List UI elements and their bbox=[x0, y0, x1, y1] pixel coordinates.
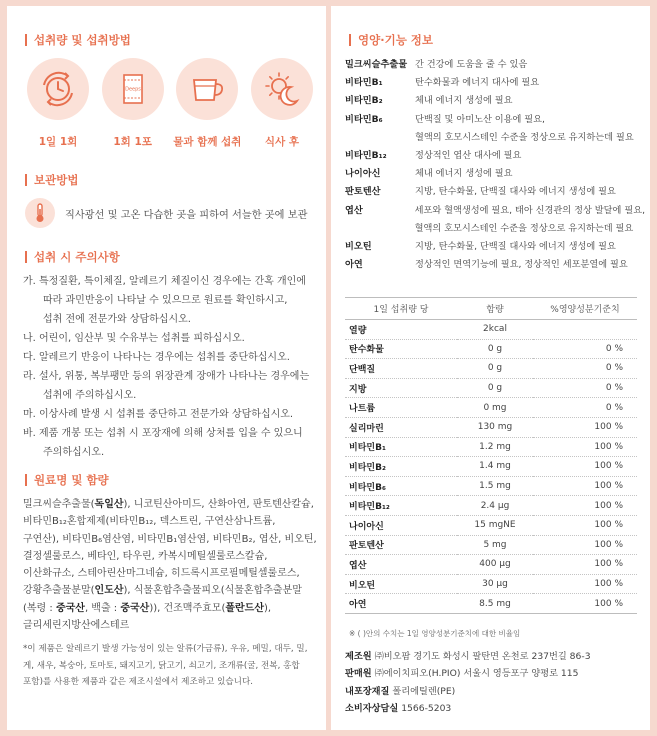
header-percent: %영양성분기준치 bbox=[533, 298, 637, 320]
allergy-line: 게, 새우, 복숭아, 토마토, 돼지고기, 닭고기, 쇠고기, 조개류(굴, 전복, 홍합 bbox=[23, 660, 300, 671]
function-desc-line: 혈액의 호모시스테인 수준을 정상으로 유지하는데 필요 bbox=[415, 131, 634, 143]
function-name: 비오틴 bbox=[345, 241, 372, 253]
nutrient-name: 비타민B₁₂ bbox=[345, 496, 457, 516]
nutrient-amount: 1.4 mg bbox=[457, 457, 533, 477]
ingredient-segment: 글리세린지방산에스테르 bbox=[23, 620, 130, 632]
ingredient-segment: 강황추출물분말( bbox=[23, 585, 95, 597]
storage-text: 직사광선 및 고온 다습한 곳을 피하여 서늘한 곳에 보관 bbox=[65, 209, 308, 221]
nutrient-name: 판토텐산 bbox=[345, 535, 457, 555]
function-desc-line: 정상적인 엽산 대사에 필요 bbox=[415, 150, 522, 162]
function-desc bbox=[415, 56, 645, 74]
function-row bbox=[345, 202, 645, 238]
nutrient-amount: 0 mg bbox=[457, 398, 533, 418]
intake-once-daily: 1일 1회 bbox=[25, 58, 91, 149]
title-bar bbox=[25, 174, 27, 186]
company-info-value: ㈜에이치피오(H.PIO) 서울시 영등포구 양평로 115 bbox=[374, 668, 579, 680]
caution-section-title: 섭취 시 주의사항 bbox=[25, 249, 120, 265]
function-name: 아연 bbox=[345, 259, 363, 271]
nutrient-amount: 8.5 mg bbox=[457, 594, 533, 614]
storage-row bbox=[25, 198, 307, 228]
function-row bbox=[345, 238, 645, 256]
table-row bbox=[345, 359, 637, 379]
caution-line: 바. 제품 개봉 또는 섭취 시 포장재에 의해 상처를 입을 수 있으니 bbox=[23, 428, 303, 439]
caution-line: 마. 이상사례 발생 시 섭취를 중단하고 전문가와 상담하십시오. bbox=[23, 409, 294, 420]
function-desc-line: 단백질 및 아미노산 이용에 필요, bbox=[415, 113, 545, 125]
table-row bbox=[345, 555, 637, 575]
nutrient-amount: 30 μg bbox=[457, 574, 533, 594]
function-row bbox=[345, 256, 645, 274]
nutrient-amount: 5 mg bbox=[457, 535, 533, 555]
ingredient-origin: 중국산 bbox=[55, 602, 85, 614]
ingredient-segment: 밀크씨슬추출물( bbox=[23, 499, 95, 510]
nutrient-name: 아연 bbox=[345, 594, 457, 614]
nutrient-percent bbox=[533, 320, 637, 340]
allergy-line: 포함)를 사용한 제품과 같은 제조시설에서 제조하고 있습니다. bbox=[23, 677, 254, 687]
company-info-value: 1566-5203 bbox=[401, 702, 452, 714]
nutrient-amount: 0 g bbox=[457, 359, 533, 379]
function-desc bbox=[415, 183, 645, 201]
caution-line: 라. 설사, 위통, 복부팽만 등의 위장관계 장애가 나타나는 경우에는 bbox=[23, 371, 310, 382]
left-panel bbox=[7, 6, 326, 730]
ingredient-line bbox=[23, 582, 323, 599]
function-row bbox=[345, 74, 645, 92]
function-desc-line: 지방, 탄수화물, 단백질 대사와 에너지 생성에 필요 bbox=[415, 186, 616, 198]
caution-line: 섭취에 주의하십시오. bbox=[43, 390, 137, 401]
title-bar bbox=[349, 34, 351, 46]
function-row bbox=[345, 56, 645, 74]
nutrient-amount: 400 μg bbox=[457, 555, 533, 575]
caution-line: 가. 특정질환, 특이체질, 알레르기 체질이신 경우에는 간혹 개인에 bbox=[23, 276, 306, 287]
nutrient-name: 비타민B₁ bbox=[345, 437, 457, 457]
table-row bbox=[345, 515, 637, 535]
function-desc-line: 체내 에너지 생성에 필요 bbox=[415, 168, 513, 180]
table-row bbox=[345, 574, 637, 594]
company-info bbox=[345, 648, 645, 717]
nutrient-percent: 100 % bbox=[533, 457, 637, 477]
company-info-line bbox=[345, 648, 645, 665]
nutrient-percent: 100 % bbox=[533, 574, 637, 594]
intake-after-meal: 식사 후 bbox=[249, 58, 315, 149]
function-desc bbox=[415, 92, 645, 110]
function-name: 판토텐산 bbox=[345, 186, 381, 198]
function-name: 비타민B₁₂ bbox=[345, 150, 387, 162]
nutrient-percent: 100 % bbox=[533, 496, 637, 516]
nutrient-amount: 0 g bbox=[457, 378, 533, 398]
function-desc bbox=[415, 165, 645, 183]
title-bar bbox=[25, 34, 27, 46]
caution-line: 다. 알레르기 반응이 나타나는 경우에는 섭취를 중단하십시오. bbox=[23, 352, 290, 363]
function-row bbox=[345, 183, 645, 201]
company-info-line bbox=[345, 700, 645, 717]
ingredient-segment: (복령 : bbox=[23, 602, 56, 614]
function-name: 비타민B₁ bbox=[345, 77, 383, 89]
function-name: 비타민B₂ bbox=[345, 95, 383, 107]
nutrient-percent: 0 % bbox=[533, 359, 637, 379]
ingredient-segment: 구연산), 비타민B₆염산염, 비타민B₁염산염, 비타민B₂, 엽산, 비오틴, bbox=[23, 533, 317, 545]
ingredient-line bbox=[23, 548, 323, 565]
thermometer-icon bbox=[25, 198, 55, 228]
nutrient-percent: 100 % bbox=[533, 555, 637, 575]
ingredient-origin: 인도산 bbox=[94, 585, 124, 597]
ingredient-line bbox=[23, 600, 323, 617]
function-desc-line: 정상적인 면역기능에 필요, 정상적인 세포분열에 필요 bbox=[415, 259, 628, 271]
nutrient-percent: 0 % bbox=[533, 378, 637, 398]
nutrient-amount: 130 mg bbox=[457, 417, 533, 437]
right-panel bbox=[331, 6, 650, 730]
nutrient-amount: 0 g bbox=[457, 339, 533, 359]
nutrient-name: 비타민B₆ bbox=[345, 476, 457, 496]
function-list bbox=[345, 56, 645, 274]
nutrient-name: 열량 bbox=[345, 320, 457, 340]
nutrient-percent: 100 % bbox=[533, 476, 637, 496]
nutrient-name: 비타민B₂ bbox=[345, 457, 457, 477]
ingredient-line bbox=[23, 565, 323, 582]
nutrient-percent: 0 % bbox=[533, 398, 637, 418]
function-desc bbox=[415, 74, 645, 92]
sun-moon-icon bbox=[251, 58, 313, 120]
nutrient-name: 실리마린 bbox=[345, 417, 457, 437]
intake-icons-row bbox=[25, 58, 315, 149]
company-info-label: 제조원 bbox=[345, 651, 372, 662]
function-row bbox=[345, 147, 645, 165]
table-row bbox=[345, 339, 637, 359]
function-desc-line: 지방, 탄수화물, 단백질 대사와 에너지 생성에 필요 bbox=[415, 241, 616, 253]
function-desc-line: 간 건강에 도움을 줄 수 있음 bbox=[415, 59, 528, 70]
sachet-icon-text: Deeps bbox=[124, 86, 141, 93]
function-desc bbox=[415, 256, 645, 274]
nutrient-percent: 100 % bbox=[533, 515, 637, 535]
table-row bbox=[345, 476, 637, 496]
clock-icon bbox=[27, 58, 89, 120]
table-row bbox=[345, 437, 637, 457]
nutrient-amount: 2kcal bbox=[457, 320, 533, 340]
company-info-line bbox=[345, 665, 645, 682]
nutrient-name: 엽산 bbox=[345, 555, 457, 575]
cup-icon bbox=[176, 58, 238, 120]
header-serving: 1일 섭취량 당 bbox=[345, 298, 457, 320]
function-name: 비타민B₆ bbox=[345, 113, 383, 125]
table-row bbox=[345, 535, 637, 555]
function-name: 나이아신 bbox=[345, 168, 381, 180]
company-info-line bbox=[345, 683, 645, 700]
function-desc-line: 혈액의 호모시스테인 수준을 정상으로 유지하는데 필요 bbox=[414, 222, 634, 234]
table-row bbox=[345, 378, 637, 398]
function-row bbox=[345, 165, 645, 183]
intake-section-title: 섭취량 및 섭취방법 bbox=[25, 32, 131, 48]
nutrient-name: 비오틴 bbox=[345, 574, 457, 594]
company-info-label: 판매원 bbox=[345, 668, 372, 680]
ingredient-segment: ), 식물혼합추출물피오(식물혼합추출분말 bbox=[123, 585, 302, 597]
table-row bbox=[345, 594, 637, 614]
nutrient-name: 단백질 bbox=[345, 359, 457, 379]
nutrient-amount: 2.4 μg bbox=[457, 496, 533, 516]
allergy-line: *이 제품은 알레르기 발생 가능성이 있는 알류(가금류), 우유, 메밀, 대두, 밀, bbox=[23, 644, 308, 654]
title-bar bbox=[25, 474, 27, 486]
sachet-icon bbox=[102, 58, 164, 120]
nutrient-percent: 0 % bbox=[533, 339, 637, 359]
company-info-label: 내포장재질 bbox=[345, 685, 390, 697]
nutrition-table-header bbox=[345, 298, 637, 320]
table-row bbox=[345, 496, 637, 516]
nutrient-percent: 100 % bbox=[533, 437, 637, 457]
caution-line: 따라 과민반응이 나타날 수 있으므로 원료를 확인하시고, bbox=[43, 295, 288, 306]
nutrient-percent: 100 % bbox=[533, 417, 637, 437]
ingredient-line bbox=[23, 531, 323, 548]
function-desc bbox=[415, 238, 645, 256]
ingredient-text bbox=[23, 496, 323, 634]
ingredient-segment: 이산화규소, 스테아린산마그네슘, 히드록시프로필메틸셀룰로스, bbox=[23, 568, 300, 580]
caution-list bbox=[23, 272, 321, 462]
ingredient-origin: 폴란드산 bbox=[225, 602, 264, 614]
company-info-value: ㈜비오팜 경기도 화성시 팔탄면 온천로 237번길 86-3 bbox=[374, 651, 591, 662]
nutrient-name: 나트륨 bbox=[345, 398, 457, 418]
ingredient-line bbox=[23, 496, 323, 513]
caution-line: 섭취 전에 전문가와 상담하십시오. bbox=[43, 314, 191, 325]
ingredient-segment: ), bbox=[264, 602, 272, 614]
nutrient-name: 지방 bbox=[345, 378, 457, 398]
func-section-title: 영양·기능 정보 bbox=[349, 32, 433, 48]
function-name: 밀크씨슬추출물 bbox=[345, 59, 408, 70]
title-bar bbox=[25, 251, 27, 263]
nutrient-name: 나이아신 bbox=[345, 515, 457, 535]
nutrition-note: ※ ( )안의 수치는 1일 영양성분기준치에 대한 비율임 bbox=[349, 629, 521, 638]
nutrient-name: 탄수화물 bbox=[345, 339, 457, 359]
storage-section-title: 보관방법 bbox=[25, 172, 78, 188]
function-desc bbox=[415, 147, 645, 165]
company-info-label: 소비자상담실 bbox=[345, 702, 399, 714]
caution-line: 나. 어린이, 임산부 및 수유부는 섭취를 피하십시오. bbox=[23, 333, 245, 344]
ingredient-section-title: 원료명 및 함량 bbox=[25, 472, 109, 488]
nutrition-table bbox=[345, 297, 637, 614]
nutrient-amount: 15 mgNE bbox=[457, 515, 533, 535]
intake-one-sachet: Deeps 1회 1포 bbox=[100, 58, 166, 149]
table-row bbox=[345, 398, 637, 418]
header-amount: 함량 bbox=[457, 298, 533, 320]
company-info-value: 폴리에틸렌(PE) bbox=[392, 685, 456, 697]
table-row bbox=[345, 457, 637, 477]
function-desc-line: 세포와 혈액생성에 필요, 태아 신경관의 정상 발달에 필요, bbox=[414, 204, 645, 216]
ingredient-origin: 독일산 bbox=[94, 499, 124, 510]
function-desc-line: 체내 에너지 생성에 필요 bbox=[415, 95, 513, 107]
function-row bbox=[345, 92, 645, 110]
nutrient-amount: 1.2 mg bbox=[457, 437, 533, 457]
ingredient-origin: 중국산 bbox=[120, 602, 150, 614]
intake-with-water: 물과 함께 섭취 bbox=[174, 58, 240, 149]
nutrient-percent: 100 % bbox=[533, 535, 637, 555]
ingredient-segment: , 백출 : bbox=[84, 602, 121, 614]
ingredient-segment: 비타민B₁₂혼합제제(비타민B₁₂, 덱스트린, 구연산삼나트륨, bbox=[23, 516, 276, 528]
function-row bbox=[345, 111, 645, 147]
nutrient-percent: 100 % bbox=[533, 594, 637, 614]
allergy-text bbox=[23, 641, 323, 691]
ingredient-segment: 결정셀룰로스, 베타인, 타우린, 카복시메틸셀룰로스칼슘, bbox=[23, 550, 268, 562]
ingredient-segment: ), 니코틴산아미드, 산화아연, 판토텐산칼슘, bbox=[123, 499, 314, 510]
ingredient-segment: )), 건조맥주효모( bbox=[149, 602, 226, 614]
table-row bbox=[345, 417, 637, 437]
function-name: 엽산 bbox=[345, 204, 363, 216]
ingredient-line bbox=[23, 617, 323, 634]
ingredient-line bbox=[23, 513, 323, 530]
function-desc-line: 탄수화물과 에너지 대사에 필요 bbox=[415, 77, 540, 89]
function-desc bbox=[415, 111, 645, 147]
table-row bbox=[345, 320, 637, 340]
nutrient-amount: 1.5 mg bbox=[457, 476, 533, 496]
caution-line: 주의하십시오. bbox=[43, 447, 105, 458]
function-desc bbox=[415, 202, 645, 238]
